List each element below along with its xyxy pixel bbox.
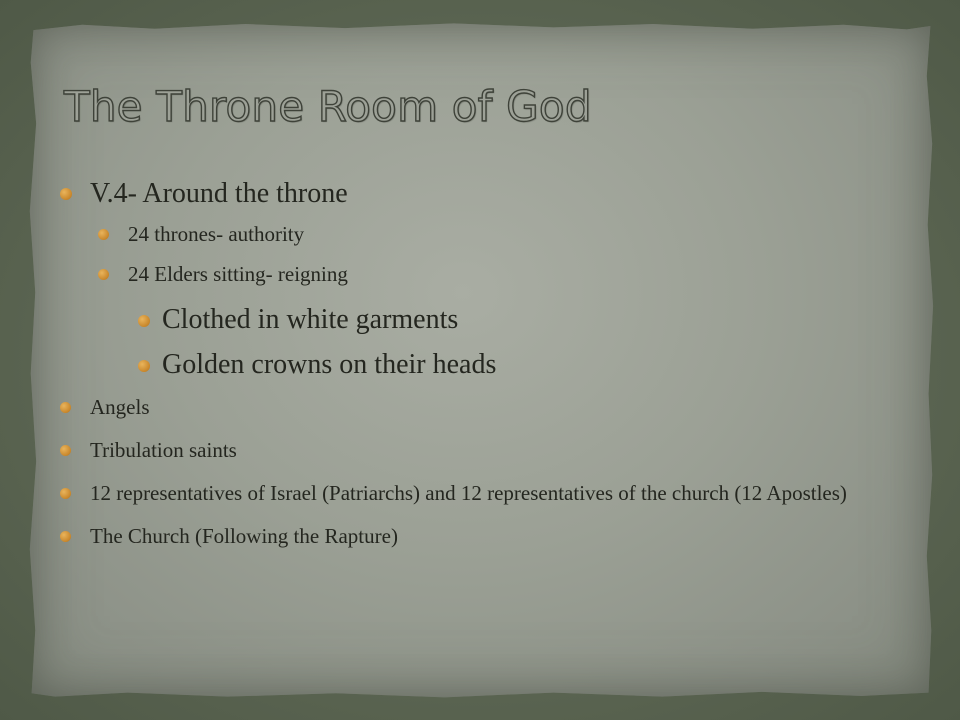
- slide-title: The Throne Room of God: [64, 82, 592, 131]
- bullet-text: Golden crowns on their heads: [162, 348, 497, 380]
- bullet-24-thrones: [98, 221, 900, 247]
- slide-content: [60, 176, 900, 567]
- bullet-dot-icon: [60, 188, 72, 200]
- bullet-tribulation-saints: [60, 437, 900, 463]
- bullet-text: Clothed in white garments: [162, 303, 459, 335]
- bullet-24-elders: [98, 261, 900, 287]
- bullet-dot-icon: [60, 488, 71, 499]
- bullet-dot-icon: [60, 402, 71, 413]
- bullet-text: 12 representatives of Israel (Patriarchs) and 12 representatives of the church (12 Apostles): [90, 481, 847, 505]
- bullet-text: 24 thrones- authority: [128, 222, 305, 246]
- bullet-text: 24 Elders sitting- reigning: [128, 262, 348, 287]
- bullet-white-garments: [138, 302, 900, 337]
- bullet-dot-icon: [138, 315, 150, 327]
- bullet-dot-icon: [98, 269, 109, 280]
- bullet-text: Tribulation saints: [90, 437, 237, 462]
- bullet-text: Angels: [90, 394, 150, 419]
- bullet-dot-icon: [60, 531, 71, 542]
- bullet-dot-icon: [98, 229, 109, 240]
- bullet-angels: [60, 394, 900, 420]
- bullet-text: The Church (Following the Rapture): [90, 524, 398, 549]
- bullet-around-throne: [60, 176, 900, 211]
- bullet-text: V.4- Around the throne: [90, 178, 348, 209]
- bullet-representatives: [60, 480, 900, 506]
- bullet-the-church: [60, 523, 900, 549]
- bullet-golden-crowns: [138, 347, 900, 382]
- bullet-dot-icon: [60, 445, 71, 456]
- bullet-dot-icon: [138, 360, 150, 372]
